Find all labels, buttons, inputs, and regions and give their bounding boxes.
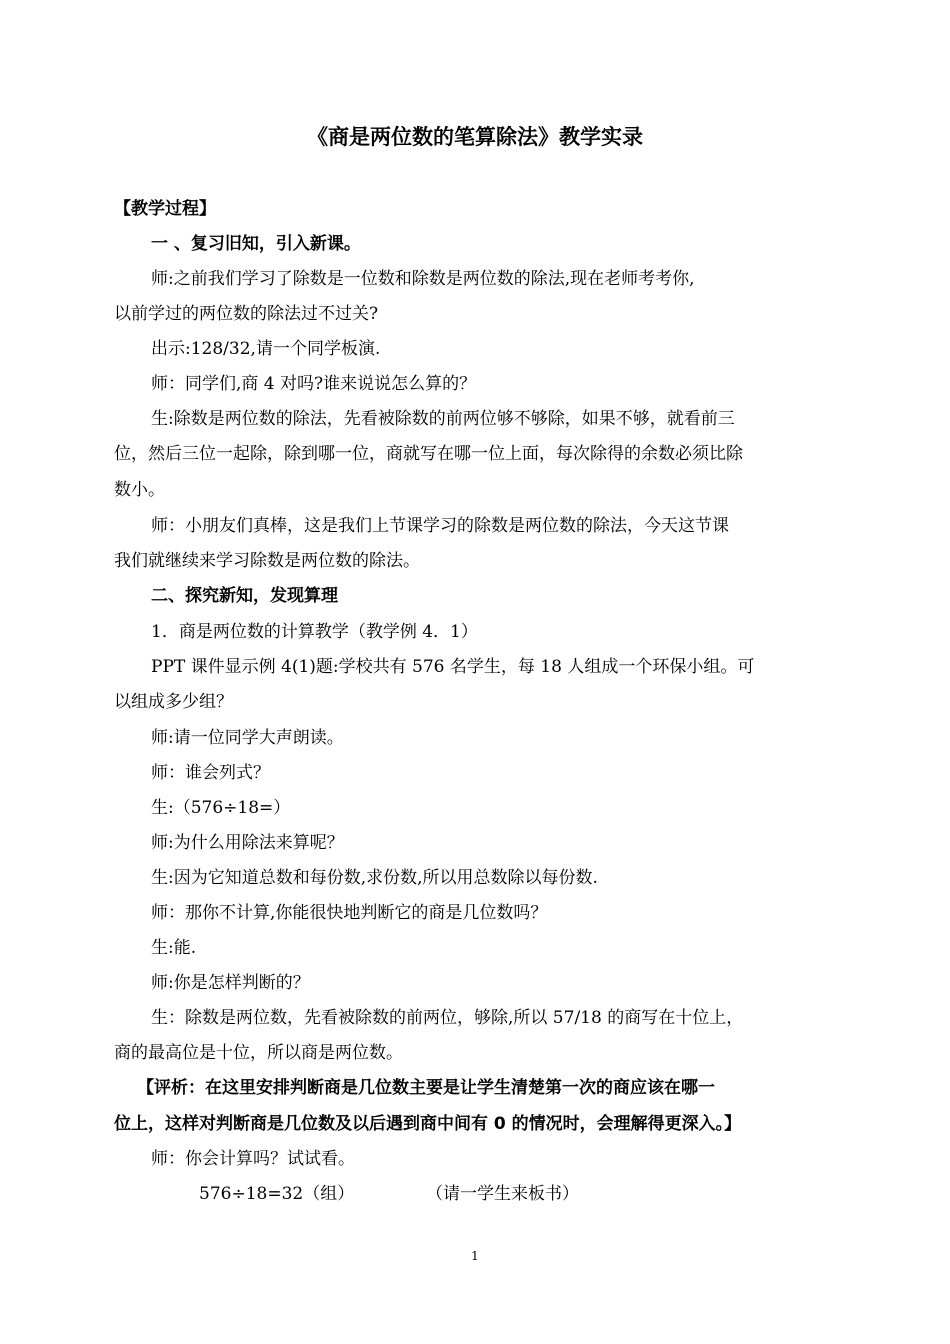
paragraph-line: PPT 课件显示例 4(1)题:学校共有 576 名学生，每 18 人组成一个环保小组。可 [151, 657, 755, 677]
paragraph-line: 师:之前我们学习了除数是一位数和除数是两位数的除法,现在老师考考你, [151, 269, 695, 289]
section-heading: 【教学过程】 [114, 199, 216, 219]
paragraph-line: 生:（576÷18=） [151, 798, 291, 818]
paragraph-line: 师：同学们,商 4 对吗?谁来说说怎么算的？ [151, 374, 477, 394]
paragraph-line: 生：除数是两位数，先看被除数的前两位，够除,所以 57/18 的商写在十位上， [151, 1008, 744, 1028]
calc-expression: 576÷18=32（组） [199, 1184, 355, 1204]
paragraph-line: 师：小朋友们真棒，这是我们上节课学习的除数是两位数的除法，今天这节课 [151, 516, 729, 536]
paragraph-line: 出示:128/32,请一个同学板演. [151, 339, 381, 359]
step2-heading: 二、探究新知，发现算理 [151, 586, 338, 606]
paragraph-line: 位，然后三位一起除，除到哪一位，商就写在哪一位上面，每次除得的余数必须比除 [114, 444, 743, 464]
paragraph-line: 生:能. [151, 938, 197, 958]
page-number: 1 [471, 1249, 479, 1263]
document-title: 《商是两位数的笔算除法》教学实录 [307, 125, 643, 149]
paragraph-line: 师:你是怎样判断的？ [151, 973, 310, 993]
paragraph-line: 师：谁会列式？ [151, 763, 270, 783]
paragraph-line: 师:为什么用除法来算呢？ [151, 833, 344, 853]
paragraph-line: 生:除数是两位数的除法，先看被除数的前两位够不够除，如果不够，就看前三 [151, 409, 735, 429]
paragraph-line: 以前学过的两位数的除法过不过关? [114, 304, 379, 324]
calc-note: （请一学生来板书） [426, 1184, 579, 1204]
comment-line: 位上，这样对判断商是几位数及以后遇到商中间有 0 的情况时，会理解得更深入。】 [114, 1114, 742, 1134]
paragraph-line: 师:请一位同学大声朗读。 [151, 728, 344, 748]
step1-heading: 一 、复习旧知，引入新课。 [151, 234, 361, 254]
paragraph-line: 我们就继续来学习除数是两位数的除法。 [114, 551, 420, 571]
paragraph-line: 商的最高位是十位，所以商是两位数。 [114, 1043, 403, 1063]
paragraph-line: 1．商是两位数的计算教学（教学例 4．1） [151, 622, 478, 642]
paragraph-line: 师：那你不计算,你能很快地判断它的商是几位数吗？ [151, 903, 548, 923]
paragraph-line: 以组成多少组？ [114, 692, 233, 712]
comment-line: 【评析：在这里安排判断商是几位数主要是让学生清楚第一次的商应该在哪一 [137, 1078, 715, 1098]
paragraph-line: 数小。 [114, 480, 165, 500]
paragraph-line: 生:因为它知道总数和每份数,求份数,所以用总数除以每份数. [151, 868, 598, 888]
paragraph-line: 师：你会计算吗？试试看。 [151, 1149, 355, 1169]
